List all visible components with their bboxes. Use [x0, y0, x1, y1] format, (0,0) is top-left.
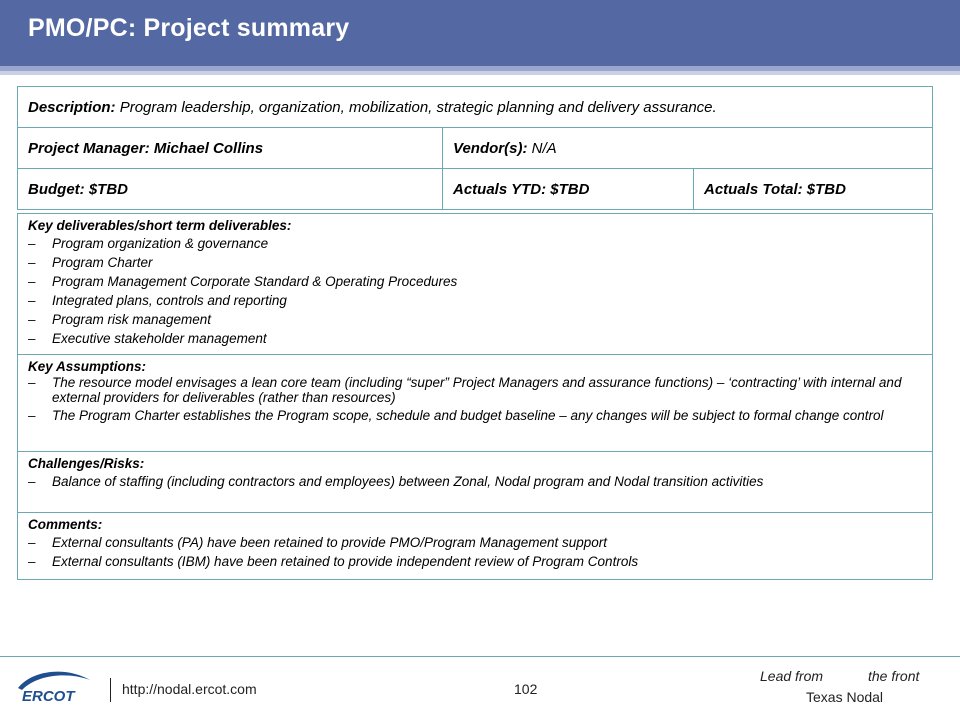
tagline-line2: Texas Nodal: [806, 689, 884, 705]
list-item: – External consultants (PA) have been retained to provide PMO/Program Management support: [28, 533, 922, 552]
description-label: Description:: [28, 98, 116, 116]
page-number: 102: [514, 681, 538, 697]
project-details-table: [17, 213, 933, 580]
assumptions-heading: Key Assumptions:: [28, 359, 147, 374]
tagline-part1: Lead from: [760, 668, 824, 684]
tagline-part2: the front: [868, 668, 920, 684]
title-bar: [0, 0, 960, 66]
risks-heading: Challenges/Risks:: [28, 456, 145, 471]
assumptions-cell: [18, 355, 933, 452]
vendor-value: N/A: [531, 139, 557, 157]
page-title: PMO/PC: Project summary: [28, 14, 350, 42]
description-row: [18, 87, 933, 128]
list-item: – The resource model envisages a lean core team (including “super” Project Managers and assurance functions) – ‘contracting’ with internal and external providers for deliverables (rather than resources): [28, 375, 922, 405]
project-manager: Project Manager: Michael Collins: [28, 139, 264, 157]
list-item: – External consultants (IBM) have been retained to provide independent review of Program Controls: [28, 552, 922, 571]
deliverables-row: [18, 214, 933, 355]
description-value: Program leadership, organization, mobilization, strategic planning and delivery assurance.: [119, 98, 717, 116]
vendor-cell: [443, 128, 933, 169]
description-cell: [18, 87, 933, 128]
budget: Budget: $TBD: [28, 180, 128, 198]
list-item: – Integrated plans, controls and reporting: [28, 291, 922, 310]
budget-cell: [18, 169, 443, 210]
title-divider-light: [0, 71, 960, 75]
manager-cell: [18, 128, 443, 169]
logo-text: ERCOT: [22, 688, 75, 705]
comments-heading: Comments:: [28, 517, 103, 532]
risks-list: [28, 472, 922, 491]
vendor-label: Vendor(s):: [453, 139, 528, 157]
assumptions-row: [18, 355, 933, 452]
list-item: – Executive stakeholder management: [28, 329, 922, 348]
list-item: – Program risk management: [28, 310, 922, 329]
list-item: – Program organization & governance: [28, 234, 922, 253]
list-item: – Balance of staffing (including contractors and employees) between Zonal, Nodal program and Nodal transition activities: [28, 472, 922, 491]
ercot-logo: [14, 666, 94, 706]
list-item: – The Program Charter establishes the Program scope, schedule and budget baseline – any changes will be subject to formal change control: [28, 408, 922, 423]
comments-row: [18, 513, 933, 580]
actuals-ytd-cell: [443, 169, 694, 210]
project-info-table: [17, 86, 933, 210]
list-item: – Program Charter: [28, 253, 922, 272]
deliverables-list: [28, 234, 922, 348]
deliverables-heading: Key deliverables/short term deliverables:: [28, 218, 292, 233]
assumptions-list: [28, 375, 922, 423]
footer-divider: [0, 656, 960, 657]
list-item: – Program Management Corporate Standard & Operating Procedures: [28, 272, 922, 291]
comments-cell: [18, 513, 933, 580]
footer-separator: [110, 678, 111, 702]
budget-row: [18, 169, 933, 210]
actuals-total-cell: [694, 169, 933, 210]
actuals-ytd: Actuals YTD: $TBD: [453, 180, 590, 198]
actuals-total: Actuals Total: $TBD: [704, 180, 846, 198]
footer-url: http://nodal.ercot.com: [122, 681, 257, 697]
risks-cell: [18, 452, 933, 513]
deliverables-cell: [18, 214, 933, 355]
comments-list: [28, 533, 922, 571]
manager-row: [18, 128, 933, 169]
risks-row: [18, 452, 933, 513]
